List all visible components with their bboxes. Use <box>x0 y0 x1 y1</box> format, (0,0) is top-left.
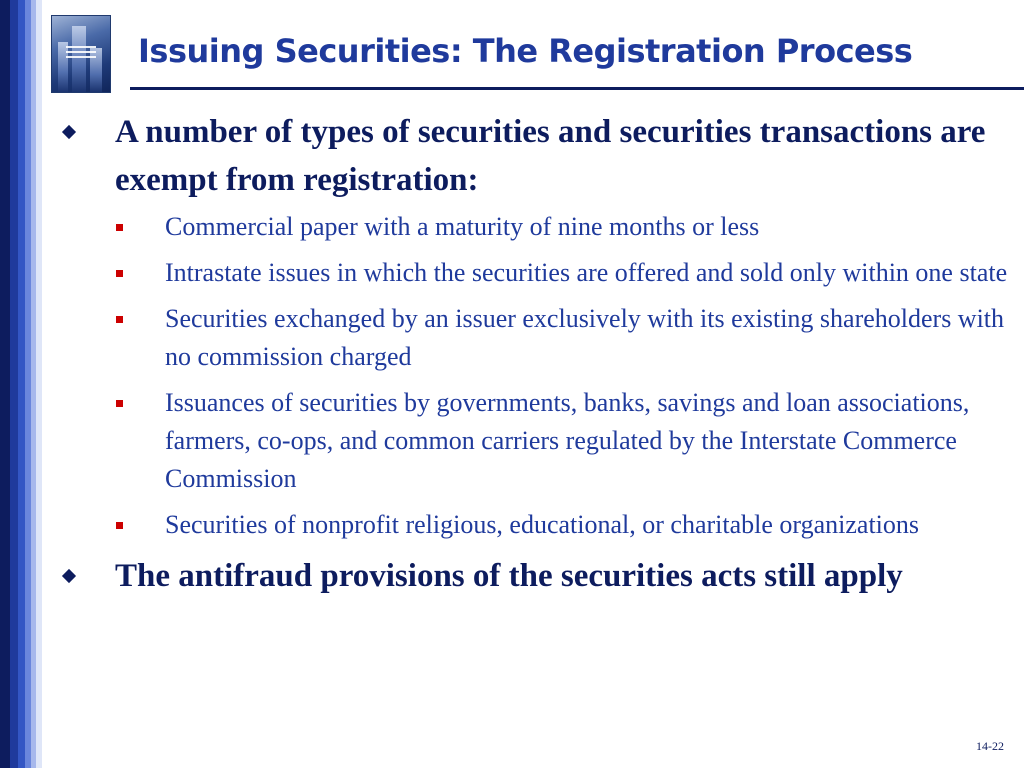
sub-bullet-text: Securities exchanged by an issuer exclusively with its existing shareholders with no commission charged <box>165 304 1005 371</box>
stripe <box>18 0 25 768</box>
diamond-bullet-icon <box>62 125 76 139</box>
square-bullet-icon <box>116 400 123 407</box>
book-cover-icon <box>51 15 111 93</box>
sub-bullet-item <box>60 254 1010 292</box>
sub-bullet-text: Securities of nonprofit religious, educational, or charitable organizations <box>165 510 920 539</box>
page-number: 14-22 <box>976 739 1004 753</box>
square-bullet-icon <box>116 522 123 529</box>
bullet-item <box>60 108 1010 204</box>
bullet-text: The antifraud provisions of the securities acts still apply <box>115 558 903 594</box>
sub-bullet-item <box>60 300 1010 376</box>
sub-bullet-text: Commercial paper with a maturity of nine months or less <box>165 212 760 241</box>
square-bullet-icon <box>116 224 123 231</box>
slide-content <box>60 108 1010 604</box>
square-bullet-icon <box>116 270 123 277</box>
bullet-text: A number of types of securities and securities transactions are exempt from registration: <box>115 114 986 198</box>
title-divider <box>130 87 1024 90</box>
sub-bullet-item <box>60 208 1010 246</box>
sub-bullet-text: Issuances of securities by governments, banks, savings and loan associations, farmers, co-ops, and common carriers regulated by the Interstate Commerce Commission <box>165 388 970 493</box>
stripe <box>36 0 42 768</box>
sub-bullet-item <box>60 506 1010 544</box>
sub-bullet-text: Intrastate issues in which the securities are offered and sold only within one state <box>165 258 1008 287</box>
bullet-item <box>60 552 1010 600</box>
square-bullet-icon <box>116 316 123 323</box>
stripe <box>10 0 18 768</box>
stripe <box>0 0 10 768</box>
left-decorative-stripes <box>0 0 42 768</box>
slide-title: Issuing Securities: The Registration Process <box>138 32 913 70</box>
diamond-bullet-icon <box>62 569 76 583</box>
sub-bullet-item <box>60 384 1010 498</box>
